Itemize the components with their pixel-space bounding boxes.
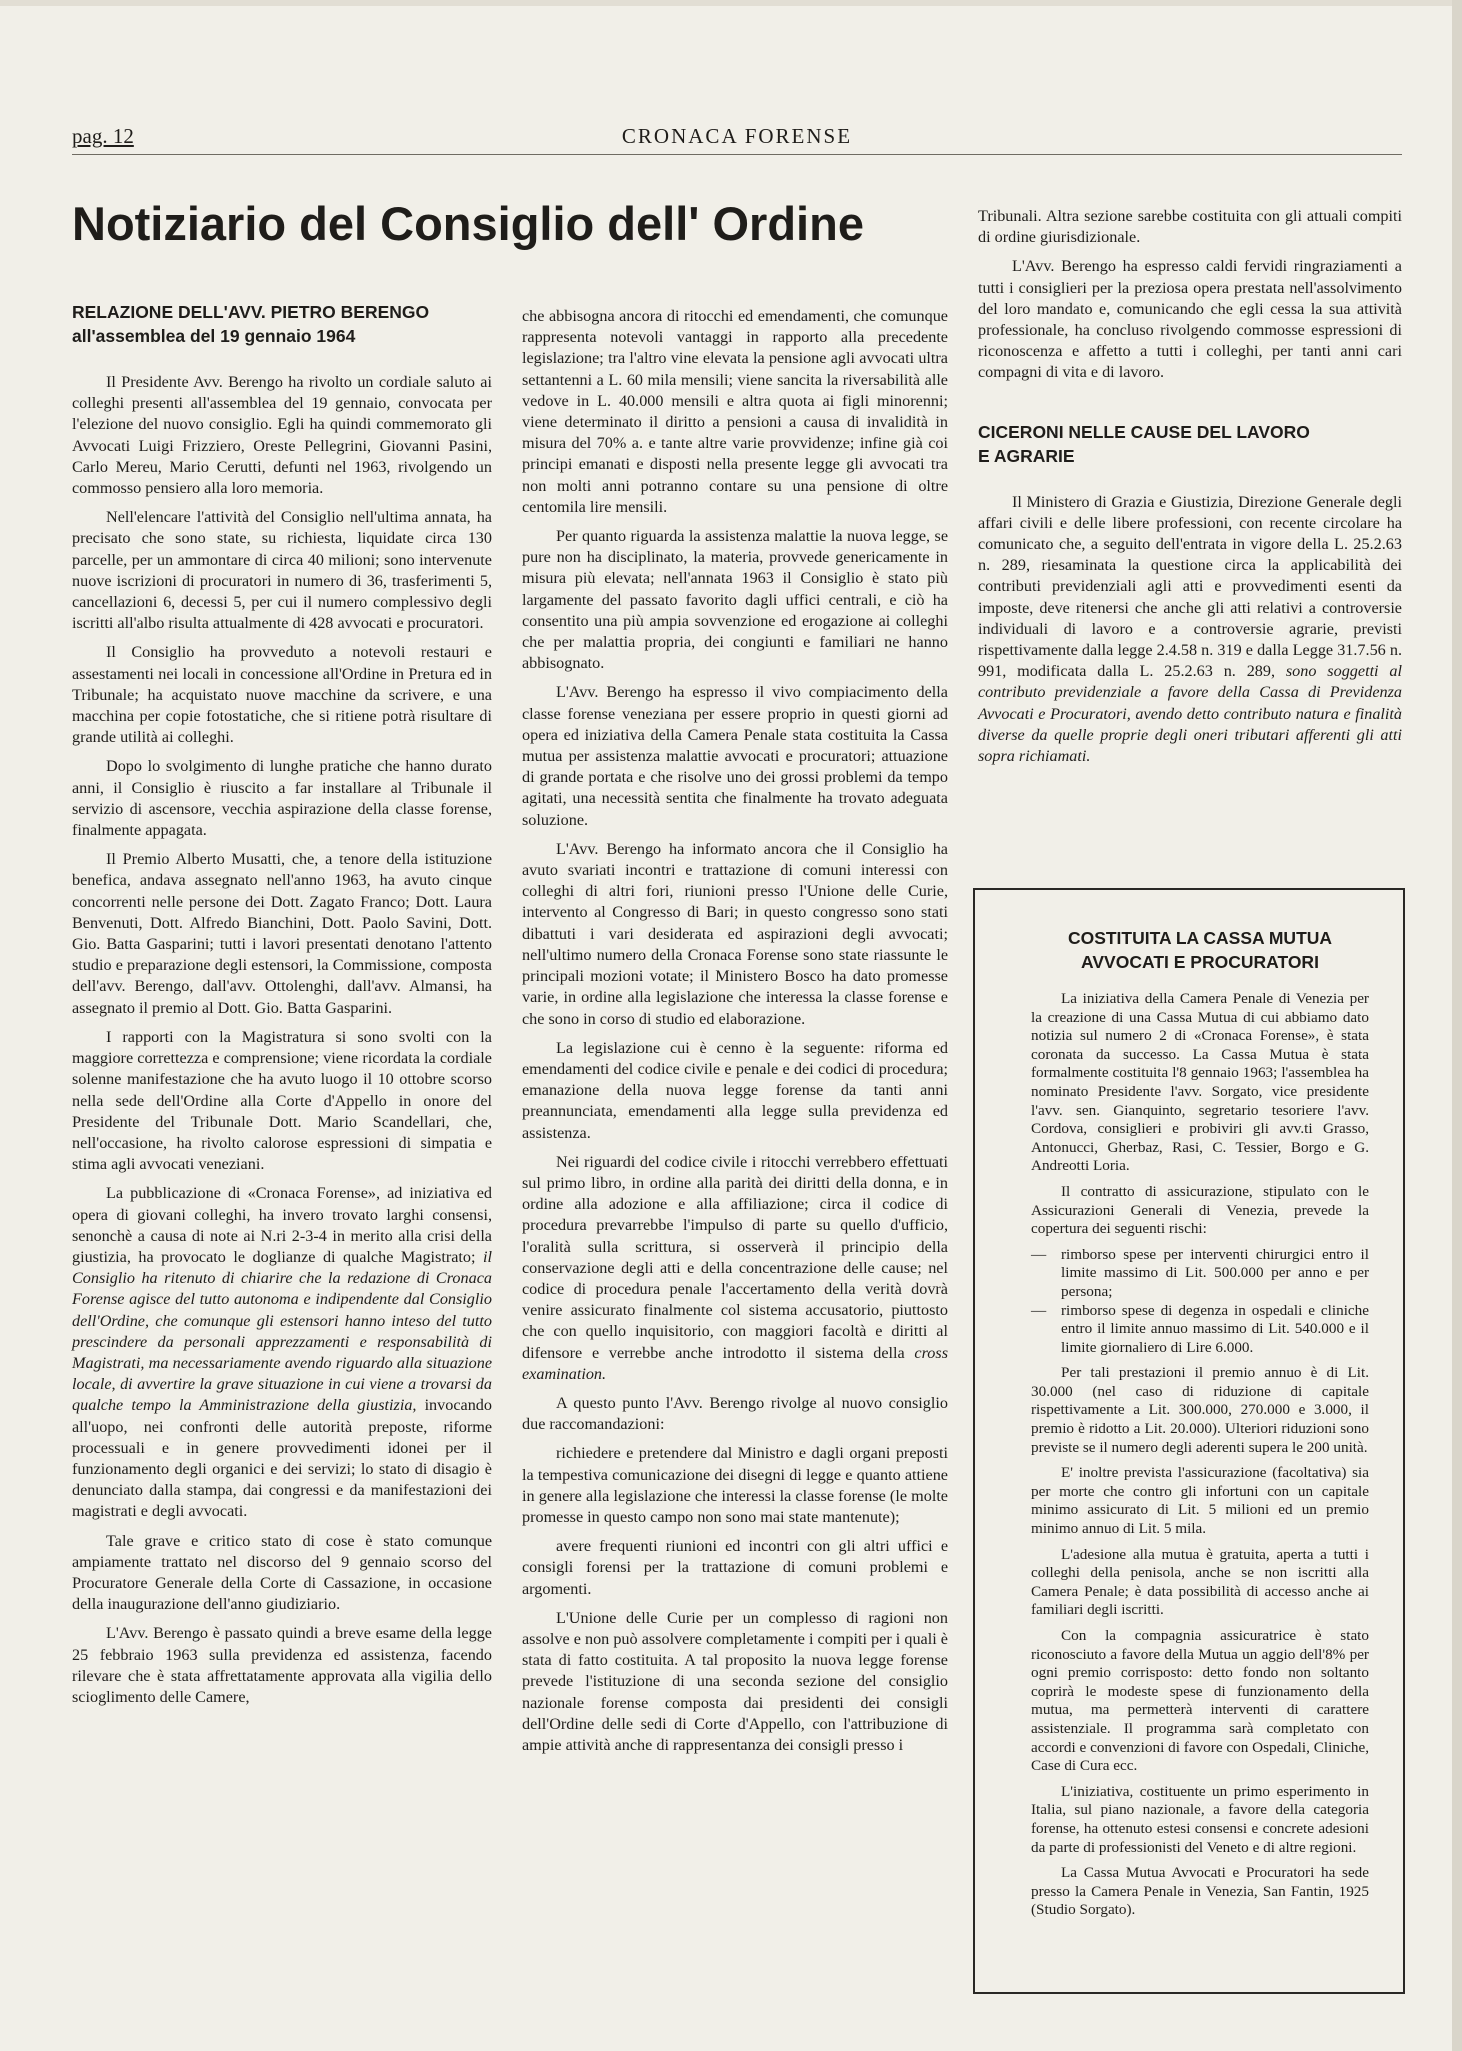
cassa-mutua-box: [973, 888, 1405, 1994]
risk-list: [1031, 1246, 1369, 1358]
paragraph: L'Avv. Berengo ha espresso il vivo compiacimento della classe forense veneziana per essere proprio in questi giorni ad opera ed iniziativa della Camera Penale stata costituita la Cassa mutua per assistenza malattie avvocati e procuratori; attuazione di grande portata e che risolve uno dei grossi problemi da tempo agitati, una necessità sentita che finalmente ha trovato adeguata soluzione.: [522, 683, 948, 829]
paragraph: Dopo lo svolgimento di lunghe pratiche che hanno durato anni, il Consiglio è riuscito a far installare al Tribunale il servizio di ascensore, vecchia aspirazione della classe forense, finalmente appagata.: [72, 757, 492, 840]
paragraph: I rapporti con la Magistratura si sono svolti con la maggiore correttezza e comprensione; viene ricordata la cordiale solenne manifestazione che ha avuto luogo il 10 ottobre scorso nella sede dell'Ordine alla Corte d'Appello in onore del Presidente del Tribunale Dott. Mario Scandellari, che, nell'occasione, ha rivolto calorose espressioni di simpatia e stima agli avvocati veneziani.: [72, 1027, 492, 1174]
risk-item: — rimborso spese di degenza in ospedali e cliniche entro il limite annuo massimo di Lit. 540.000 e il limite giornaliero di Lire 6.000.: [1031, 1302, 1369, 1358]
report-heading-line2: all'assemblea del 19 gennaio 1964: [72, 326, 356, 346]
paragraph: Il Presidente Avv. Berengo ha rivolto un cordiale saluto ai colleghi presenti all'assemblea del 19 gennaio, convocata per l'elezione del nuovo consiglio. Egli ha quindi commemorato gli Avvocati Luigi Frizziero, Oreste Pellegrini, Giovanni Pasini, Carlo Mereu, Mario Cerutti, defunti nel 1963, rivolgendo un commosso pensiero alla loro memoria.: [72, 373, 492, 498]
box-title-line2: AVVOCATI E PROCURATORI: [1081, 952, 1319, 972]
ciceroni-heading: [978, 420, 1402, 468]
italic-term: cross examination.: [522, 1343, 948, 1383]
page-number: pag. 12: [72, 124, 134, 148]
paragraph: richiedere e pretendere dal Ministro e dagli organi preposti la tempestiva comunicazione dei disegni di legge e quanto attiene in genere alla legislazione che interessi la classe forense (le molte promesse in questo campo non sono mai state mantenute);: [522, 1444, 948, 1526]
italic-statement: sono soggetti al contributo previdenziale a favore della Cassa di Previdenza Avvocati e Procuratori, avendo detto contributo natura e finalità diverse da quelle proprie degli oneri tributari afferenti gli atti sopra richiamati.: [978, 662, 1402, 766]
report-heading: [72, 300, 492, 348]
article-column-2: [522, 306, 948, 1764]
paragraph: avere frequenti riunioni ed incontri con gli altri uffici e consigli forensi per la trattazione di comuni problemi e argomenti.: [522, 1537, 948, 1598]
box-paragraph: Per tali prestazioni il premio annuo è di Lit. 30.000 (nel caso di riduzione di capitale rispettivamente a Lit. 300.000, 270.000 e 3.000, il premio è ridotto a Lit. 20.000). Ulteriori riduzioni sono previste se il numero degli aderenti supera le 200 unità.: [1031, 1364, 1369, 1456]
paragraph: Il Premio Alberto Musatti, che, a tenore della istituzione benefica, andava assegnato nell'anno 1963, ha avuto cinque concorrenti nelle persone dei Dott. Zagato Franco; Dott. Laura Benvenuti, Dott. Alfredo Bianchini, Dott. Paolo Savini, Dott. Gio. Batta Gasparini; tutti i lavori presentati denotano l'attento studio e preparazione degli estensori, la Commissione, composta dell'avv. Berengo, dall'avv. Ottolenghi, dall'avv. Almansi, ha assegnato il premio al Dott. Gio. Batta Gasparini.: [72, 850, 492, 1017]
paragraph: Tale grave e critico stato di cose è stato comunque ampiamente trattato nel discorso del 9 gennaio scorso del Procuratore Generale della Corte di Cassazione, in occasione della inaugurazione dell'anno giudiziario.: [72, 1531, 492, 1614]
paragraph: A questo punto l'Avv. Berengo rivolge al nuovo consiglio due raccomandazioni:: [522, 1393, 948, 1434]
paragraph: L'Avv. Berengo ha informato ancora che il Consiglio ha avuto svariati incontri e trattazione di comuni interessi con colleghi di altri fori, riunioni presso l'Unione delle Curie, intervento al Congresso di Bari; in questo congresso sono stati dibattuti i vari desiderata ed aspirazioni degli avvocati; nell'ultimo numero della Cronaca Forense sono state riassunte le principali mozioni votate; il Ministero Bosco ha dato promesse varie, in ordine alla legislazione che interessa la classe forense e che sono in corso di studio ed elaborazione.: [522, 839, 948, 1028]
box-paragraph: L'iniziativa, costituente un primo esperimento in Italia, sul piano nazionale, a favore della categoria forense, ha ottenuto estesi consensi e concrete adesioni da parte di professionisti del Veneto e di altre regioni.: [1031, 1782, 1369, 1856]
main-title: Notiziario del Consiglio dell' Ordine: [72, 197, 864, 250]
paragraph-cronaca: [72, 1183, 492, 1522]
report-heading-line1: RELAZIONE DELL'AVV. PIETRO BERENGO: [72, 302, 430, 322]
paragraph-continued: che abbisogna ancora di ritocchi ed emendamenti, che comunque rappresenta notevoli vantaggi in rapporto alla precedente legislazione; tra l'altro vine elevata la pensione agli avvocati ultra settantenni a L. 60 mila mensili; viene sancita la riversabilità alle vedove in L. 40.000 mensili e altra quota ai figli minorenni; viene determinato il diritto a pensioni a causa di invalidità in misura del 70% a. e tante altre varie provvidenze; infine già coi principi emanati e disposti nella presente legge gli avvocati tra non molti anni potranno contare su una pensione di oltre centomila lire mensili.: [522, 307, 948, 516]
paragraph: L'Avv. Berengo ha espresso caldi fervidi ringraziamenti a tutti i consiglieri per la preziosa opera prestata nell'assolvimento del loro mandato e, comunicando che egli cessa la sua attività professionale, ha concluso rivolgendo commosse espressioni di riconoscenza e affetto a tutti i colleghi, per tanti anni cari compagni di vita e di lavoro.: [978, 257, 1402, 382]
paragraph: La legislazione cui è cenno è la seguente: riforma ed emendamenti del codice civile e penale e dei codici di procedura; emanazione della nuova legge forense da tanti anni preannunciata, emendamenti alla legge sulla previdenza ed assistenza.: [522, 1038, 948, 1142]
box-paragraph: Il contratto di assicurazione, stipulato con le Assicurazioni Generali di Venezia, prevede la copertura dei seguenti rischi:: [1031, 1182, 1369, 1238]
paragraph: Nell'elencare l'attività del Consiglio nell'ultima annata, ha precisato che sono state, su richiesta, liquidate circa 130 parcelle, per un ammontare di circa 40 milioni; sono intervenute nuove iscrizioni di procuratori in numero di 36, trasferimenti 5, cancellazioni 6, decessi 5, per cui il numero complessivo degli iscritti all'albo risulta attualmente di 428 avvocati e procuratori.: [72, 508, 492, 633]
paragraph-continued: Tribunali. Altra sezione sarebbe costituita con gli attuali compiti di ordine giurisdizionale.: [978, 207, 1402, 247]
box-paragraph: La Cassa Mutua Avvocati e Procuratori ha sede presso la Camera Penale in Venezia, San Fantin, 1925 (Studio Sorgato).: [1031, 1864, 1369, 1919]
box-paragraph: La iniziativa della Camera Penale di Venezia per la creazione di una Cassa Mutua di cui abbiamo dato notizia sul numero 2 di «Cronaca Forense», è stata coronata da successo. La Cassa Mutua è stata formalmente costituita l'8 gennaio 1963; l'assemblea ha nominato Presidente l'avv. Sorgato, vice presidente l'avv. sen. Gianquinto, segretario tesoriere l'avv. Cordova, consiglieri e probiviri gli avv.ti Grasso, Antonucci, Gherbaz, Rasi, C. Tessier, Borgo e G. Andreotti Loria.: [1031, 990, 1369, 1175]
box-title: [1031, 926, 1369, 974]
box-paragraph: L'adesione alla mutua è gratuita, aperta a tutti i colleghi della penisola, anche se non iscritti alla Camera Penale; è data possibilità di accesso anche ai familiari degli iscritti.: [1031, 1545, 1369, 1619]
ciceroni-paragraph: [978, 492, 1402, 768]
article-column-3: [978, 206, 1402, 775]
box-paragraph: E' inoltre prevista l'assicurazione (facoltativa) sia per morte che contro gli infortuni con un capitale minimo assicurato di Lit. 5 milioni ed un premio minimo annuo di Lit. 5 mila.: [1031, 1464, 1369, 1538]
ciceroni-heading-line2: E AGRARIE: [978, 445, 1075, 466]
paragraph: L'Avv. Berengo è passato quindi a breve esame della legge 25 febbraio 1963 sulla previdenza ed assistenza, facendo rilevare che è stata affrettatamente approvata alla vigilia dello scioglimento delle Camere,: [72, 1624, 492, 1706]
risk-item: — rimborso spese per interventi chirurgici entro il limite massimo di Lit. 500.000 per anno e per persona;: [1031, 1246, 1369, 1302]
header-rule: [72, 154, 1402, 155]
italic-statement: il Consiglio ha ritenuto di chiarire che la redazione di Cronaca Forense agisce del tutto autonoma e indipendente dal Consiglio dell'Ordine, che comunque gli estensori hanno inteso del tutto prescindere da personali apprezzamenti e responsabilità di Magistrati, ma necessariamente avendo riguardo alla situazione locale, di avvertire la grave situazione in cui viene a trovarsi da qualche tempo la Amministrazione della giustizia,: [72, 1247, 493, 1415]
paragraph-text: Il Ministero di Grazia e Giustizia, Direzione Generale degli affari civili e delle libere professioni, con recente circolare ha comunicato che, a seguito dell'entrata in vigore della L. 25.2.63 n. 289, riesaminata la questione circa la applicabilità dei contributi previdenziali agli atti e provvedimenti esenti da imposte, deve ritenersi che anche gli atti relativi a controversie individuali di lavoro e a controversie agrarie, previsti rispettivamente dalla legge 2.4.58 n. 319 e dalla Legge 31.7.56 n. 991, modificata dalla L. 25.2.63 n. 289,: [978, 492, 1402, 681]
paragraph: Il Consiglio ha provveduto a notevoli restauri e assestamenti nei locali in concessione all'Ordine in Pretura ed in Tribunale; ha acquistato nuove macchine da scrivere, e una macchina per copie fotostatiche, che si ritiene potrà risultare di grande utilità ai colleghi.: [72, 643, 492, 747]
paragraph-codici: [522, 1152, 948, 1385]
paragraph-text: invocando all'uopo, nei confronti delle autorità preposte, riforme processuali e in genere provvedimenti idonei per il funzionamento degli organici e dei servizi; lo stato di disagio è denunciato dalla stampa, dai congressi e da manifestazioni dei magistrati e degli avvocati.: [72, 1396, 492, 1521]
box-title-line1: COSTITUITA LA CASSA MUTUA: [1067, 928, 1333, 948]
article-column-1: [72, 300, 492, 1716]
journal-title: CRONACA FORENSE: [621, 124, 853, 148]
running-header: [72, 124, 1402, 150]
paragraph-text: Nei riguardi del codice civile i ritocchi verrebbero effettuati sul primo libro, in ordine alla parità dei diritti della donna, e in ordine alla adozione e alla affiliazione; circa il codice di procedura prevarrebbe l'impulso di parte su quello d'ufficio, l'oralità sulla scrittura, si osserverà il principio della conservazione degli atti e della concentrazione delle cause; nel codice di procedura penale l'accertamento della verità dovrà venire assicurato finalmente col sistema accusatorio, piuttosto che con quello inquisitorio, con maggiori facoltà e diritti al difensore e verrebbe anche introdotto il sistema della: [522, 1152, 948, 1362]
paragraph: L'Unione delle Curie per un complesso di ragioni non assolve e non può assolvere completamente i compiti per i quali è stata di fatto costituita. A tal proposito la nuova legge forense prevede l'istituzione di una seconda sezione del consiglio nazionale forense composta dai presidenti dei consigli dell'Ordine delle sedi di Corte d'Appello, con l'attribuzione di ampie attività anche di rappresentanza dei consigli presso i: [522, 1608, 948, 1754]
paragraph: Per quanto riguarda la assistenza malattie la nuova legge, se pure non ha disciplinato, la materia, provvede genericamente in misura più elevata; nell'annata 1963 il Consiglio è stato più largamente del passato favorito dagli uffici centrali, e ciò ha consentito una più ampia sovvenzione ed erogazione ai colleghi che per malattia propria, dei congiunti e familiari ne hanno abbisognato.: [522, 527, 948, 673]
box-paragraph: Con la compagnia assicuratrice è stato riconosciuto a favore della Mutua un aggio dell'8% per ogni premio corrisposto: detto fondo non soltanto coprirà le modeste spese di funzionamento della mutua, ma permetterà interventi di carattere assistenziale. Il programma sarà completato con accordi e convenzioni di favore con Ospedali, Cliniche, Case di Cura ecc.: [1031, 1627, 1369, 1775]
box-content: [1031, 926, 1369, 1927]
ciceroni-heading-line1: CICERONI NELLE CAUSE DEL LAVORO: [978, 421, 1310, 442]
paragraph-text: La pubblicazione di «Cronaca Forense», ad iniziativa ed opera di giovani colleghi, ha invero trovato larghi consensi, senonchè a causa di note ai N.ri 2-3-4 in merito alla crisi della giustizia, ha provocato le doglianze di qualche Magistrato;: [72, 1184, 492, 1266]
